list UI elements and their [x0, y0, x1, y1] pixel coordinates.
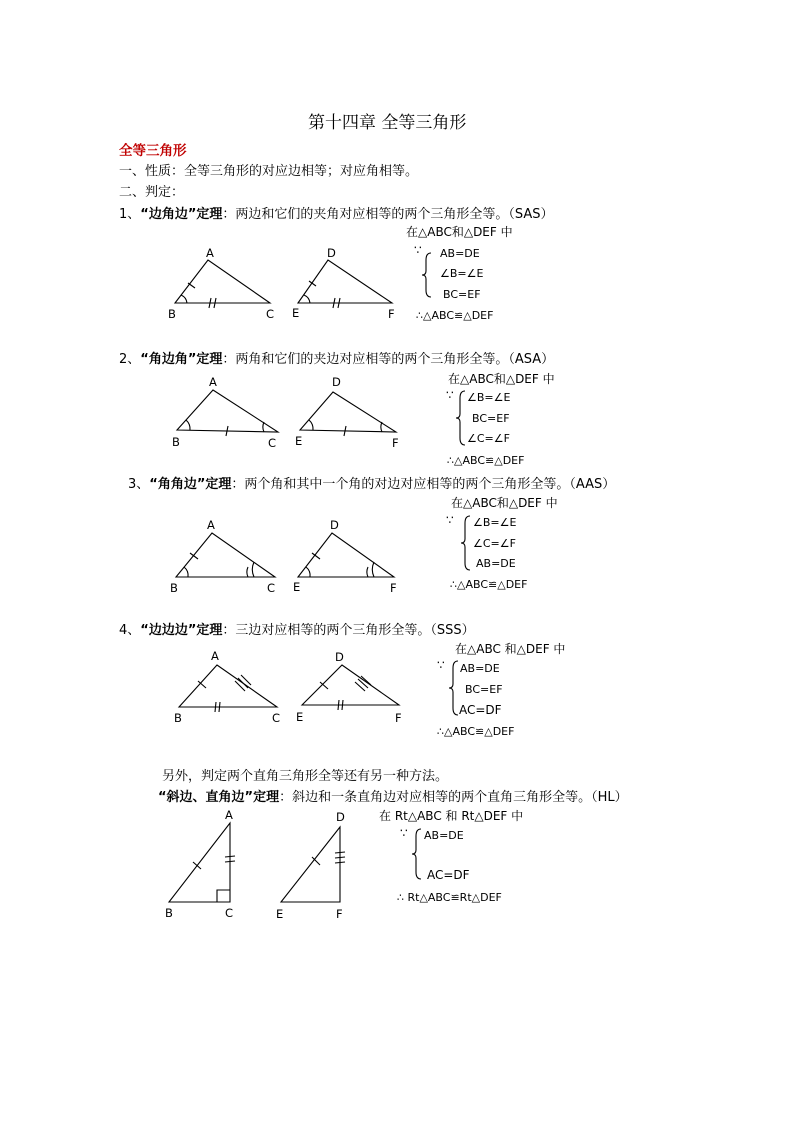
- aas-cond-1: ∠B=∠E: [473, 516, 517, 529]
- sas-label-c: C: [266, 307, 275, 321]
- sss-label-d: D: [335, 650, 344, 664]
- hl-because: ∵: [400, 826, 408, 840]
- aas-diagram: [160, 515, 410, 595]
- aas-theorem: [128, 473, 615, 492]
- aas-proof-intro: 在△ABC和△DEF 中: [451, 496, 558, 510]
- sas-diagram: [150, 240, 410, 330]
- sss-cond-2: BC=EF: [465, 683, 503, 696]
- sss-conclusion: ∴△ABC≌△DEF: [437, 725, 515, 738]
- sas-label-d: D: [327, 246, 336, 260]
- sas-name: “边角边”定理: [140, 207, 223, 222]
- sas-label-e: E: [292, 306, 300, 320]
- judgment-line: 二、判定：: [119, 185, 185, 200]
- sss-text: ：三边对应相等的两个三角形全等。（SSS）: [222, 623, 475, 638]
- sss-cond-1: AB=DE: [460, 662, 500, 675]
- sss-cond-3: AC=DF: [459, 703, 502, 717]
- aas-cond-3: AB=DE: [476, 557, 516, 570]
- asa-because: ∵: [446, 388, 454, 402]
- hl-brace: [410, 828, 424, 880]
- aas-label-a: A: [207, 518, 215, 532]
- asa-conclusion: ∴△ABC≌△DEF: [447, 454, 525, 467]
- asa-proof-intro: 在△ABC和△DEF 中: [448, 372, 555, 386]
- sas-label-a: A: [206, 246, 214, 260]
- hl-diagram: [155, 805, 365, 925]
- sss-name: “边边边”定理: [140, 623, 223, 638]
- sss-because: ∵: [437, 658, 445, 672]
- asa-brace: [454, 390, 468, 446]
- asa-label-d: D: [332, 375, 341, 389]
- sas-prefix: 1、: [119, 207, 141, 222]
- hl-label-d: D: [336, 810, 345, 824]
- hl-label-f: F: [336, 907, 343, 921]
- asa-label-a: A: [209, 375, 217, 389]
- hl-text: ：斜边和一条直角边对应相等的两个直角三角形全等。（HL）: [279, 790, 628, 805]
- extra-line: 另外，判定两个直角三角形全等还有另一种方法。: [162, 769, 449, 784]
- sas-cond-2: ∠B=∠E: [440, 267, 484, 280]
- sas-because: ∵: [414, 243, 422, 257]
- sas-brace: [420, 252, 434, 298]
- asa-cond-1: ∠B=∠E: [467, 391, 511, 404]
- aas-label-e: E: [293, 580, 301, 594]
- aas-prefix: 3、: [128, 477, 150, 492]
- hl-label-e: E: [276, 907, 284, 921]
- asa-theorem: [119, 348, 554, 367]
- sss-label-c: C: [272, 711, 281, 725]
- aas-text: ：两个角和其中一个角的对边对应相等的两个三角形全等。（AAS）: [231, 477, 616, 492]
- sas-proof-intro: 在△ABC和△DEF 中: [406, 225, 513, 239]
- sas-theorem: [119, 203, 554, 222]
- aas-name: “角角边”定理: [149, 477, 232, 492]
- aas-label-d: D: [330, 518, 339, 532]
- hl-cond-1: AB=DE: [424, 829, 464, 842]
- property-line: 一、性质：全等三角形的对应边相等；对应角相等。: [119, 164, 419, 179]
- asa-label-f: F: [392, 436, 399, 450]
- asa-label-c: C: [268, 436, 277, 450]
- sss-label-e: E: [296, 710, 304, 724]
- aas-cond-2: ∠C=∠F: [473, 537, 516, 550]
- sss-prefix: 4、: [119, 623, 141, 638]
- asa-text: ：两角和它们的夹边对应相等的两个三角形全等。（ASA）: [222, 352, 555, 367]
- section-title: 全等三角形: [119, 143, 187, 159]
- aas-label-b: B: [170, 581, 178, 595]
- hl-cond-2: AC=DF: [427, 868, 470, 882]
- hl-theorem: [158, 786, 628, 805]
- sas-cond-1: AB=DE: [440, 247, 480, 260]
- asa-cond-2: BC=EF: [472, 412, 510, 425]
- asa-cond-3: ∠C=∠F: [467, 432, 510, 445]
- aas-label-c: C: [267, 581, 276, 595]
- sas-label-f: F: [388, 307, 395, 321]
- sss-label-a: A: [211, 649, 219, 663]
- aas-label-f: F: [390, 581, 397, 595]
- page-title: 第十四章 全等三角形: [308, 113, 467, 133]
- sss-label-b: B: [174, 711, 182, 725]
- sss-diagram: [165, 645, 410, 730]
- aas-because: ∵: [446, 513, 454, 527]
- aas-conclusion: ∴△ABC≌△DEF: [450, 578, 528, 591]
- sas-cond-3: BC=EF: [443, 288, 481, 301]
- hl-proof-intro: 在 Rt△ABC 和 Rt△DEF 中: [379, 809, 524, 823]
- hl-label-b: B: [165, 906, 173, 920]
- hl-name: “斜边、直角边”定理: [158, 790, 280, 805]
- aas-brace: [459, 515, 473, 571]
- sss-label-f: F: [395, 711, 402, 725]
- hl-label-a: A: [225, 808, 233, 822]
- asa-label-b: B: [172, 435, 180, 449]
- asa-label-e: E: [295, 434, 303, 448]
- asa-name: “角边角”定理: [140, 352, 223, 367]
- hl-conclusion: ∴ Rt△ABC≌Rt△DEF: [397, 891, 502, 904]
- asa-prefix: 2、: [119, 352, 141, 367]
- asa-diagram: [160, 372, 410, 452]
- sss-proof-intro: 在△ABC 和△DEF 中: [455, 642, 566, 656]
- sas-text: ：两边和它们的夹角对应相等的两个三角形全等。（SAS）: [222, 207, 554, 222]
- sss-theorem: [119, 619, 475, 638]
- sas-label-b: B: [168, 307, 176, 321]
- hl-label-c: C: [225, 906, 234, 920]
- sas-conclusion: ∴△ABC≌△DEF: [416, 309, 494, 322]
